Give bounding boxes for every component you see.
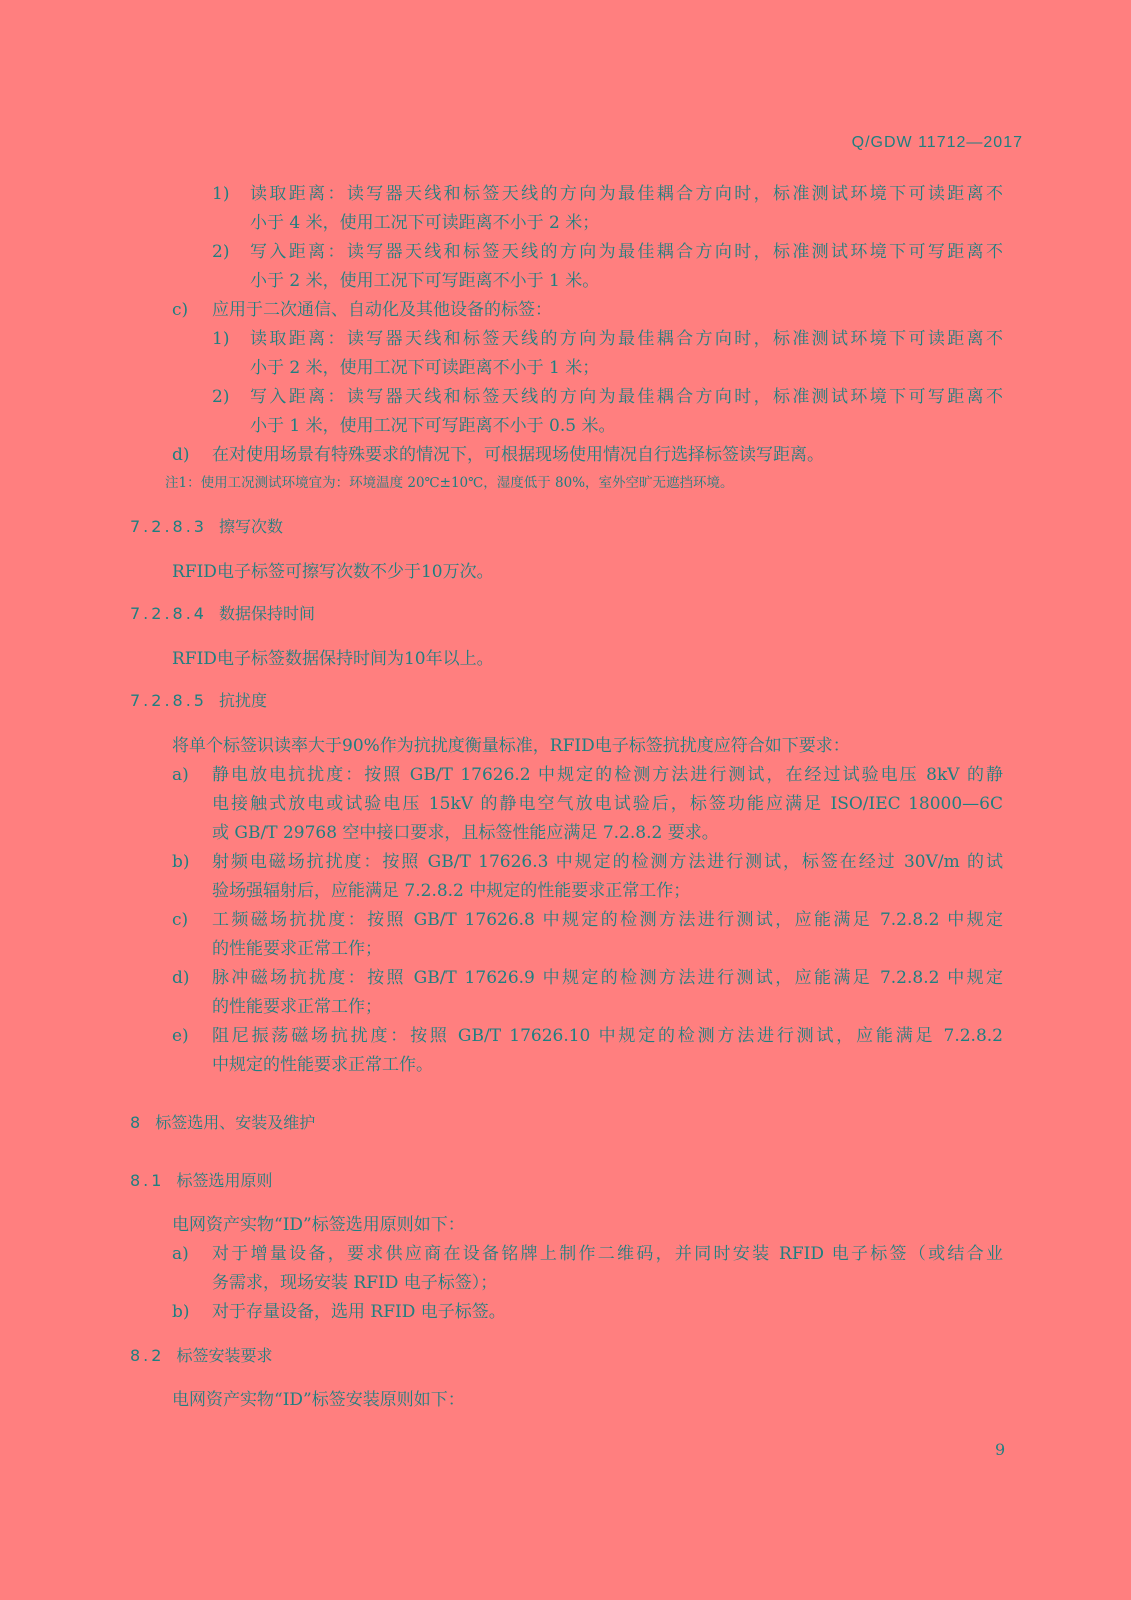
list-text: 小于 4 米，使用工况下可读距离不小于 2 米； <box>250 213 600 233</box>
list-text: 小于 1 米，使用工况下可写距离不小于 0.5 米。 <box>250 416 616 436</box>
section-number: 8.1 <box>130 1171 165 1190</box>
list-label: d) <box>172 968 190 988</box>
list-text: 电接触式放电或试验电压 15kV 的静电空气放电试验后，标签功能应满足 ISO/IEC 18000—6C <box>212 794 1003 814</box>
list-text: 读取距离：读写器天线和标签天线的方向为最佳耦合方向时，标准测试环境下可读距离不 <box>250 184 1003 204</box>
page-number: 9 <box>995 1440 1006 1459</box>
list-text: 工频磁场抗扰度：按照 GB/T 17626.8 中规定的检测方法进行测试，应能满足 7.2.8.2 中规定 <box>212 910 1003 930</box>
paragraph: 将单个标签识读率大于90%作为抗扰度衡量标准，RFID电子标签抗扰度应符合如下要求： <box>172 736 850 756</box>
list-text: 小于 2 米，使用工况下可写距离不小于 1 米。 <box>250 271 600 291</box>
section-heading <box>130 1170 272 1192</box>
list-label: d) <box>172 445 190 465</box>
list-label: b) <box>172 852 190 872</box>
list-label: a) <box>172 1244 189 1264</box>
list-text: 对于存量设备，选用 RFID 电子标签。 <box>212 1302 506 1322</box>
list-text: 在对使用场景有特殊要求的情况下，可根据现场使用情况自行选择标签读写距离。 <box>212 445 824 465</box>
list-label: c) <box>172 300 189 320</box>
section-title: 标签安装要求 <box>176 1346 273 1365</box>
note-text: 注1：使用工况测试环境宜为：环境温度 20℃±10℃，湿度低于 80%，室外空旷无遮挡环境。 <box>165 475 734 491</box>
section-title: 抗扰度 <box>218 691 267 710</box>
list-label: 2) <box>212 387 230 407</box>
list-label: b) <box>172 1302 190 1322</box>
list-text: 对于增量设备，要求供应商在设备铭牌上制作二维码，并同时安装 RFID 电子标签（或结合业 <box>212 1244 1003 1264</box>
list-text: 静电放电抗扰度：按照 GB/T 17626.2 中规定的检测方法进行测试，在经过试验电压 8kV 的静 <box>212 765 1003 785</box>
section-number: 7.2.8.5 <box>130 691 207 710</box>
paragraph: 电网资产实物“ID”标签安装原则如下： <box>172 1390 465 1410</box>
list-text: 射频电磁场抗扰度：按照 GB/T 17626.3 中规定的检测方法进行测试，标签在经过 30V/m 的试 <box>212 852 1003 872</box>
section-title: 数据保持时间 <box>218 604 315 623</box>
section-heading <box>130 1345 272 1367</box>
list-text: 的性能要求正常工作； <box>212 997 382 1017</box>
section-title: 标签选用、安装及维护 <box>155 1113 316 1132</box>
list-text: 脉冲磁场抗扰度：按照 GB/T 17626.9 中规定的检测方法进行测试，应能满足 7.2.8.2 中规定 <box>212 968 1003 988</box>
section-title: 标签选用原则 <box>176 1171 273 1190</box>
list-text: 写入距离：读写器天线和标签天线的方向为最佳耦合方向时，标准测试环境下可写距离不 <box>250 387 1003 407</box>
list-text: 务需求，现场安装 RFID 电子标签）； <box>212 1273 498 1293</box>
paragraph: 电网资产实物“ID”标签选用原则如下： <box>172 1215 465 1235</box>
section-title: 擦写次数 <box>218 517 283 536</box>
document-code-header: Q/GDW 11712—2017 <box>851 134 1023 151</box>
list-text: 读取距离：读写器天线和标签天线的方向为最佳耦合方向时，标准测试环境下可读距离不 <box>250 329 1003 349</box>
section-heading <box>130 603 315 625</box>
paragraph: RFID电子标签可擦写次数不少于10万次。 <box>172 562 494 582</box>
list-text: 小于 2 米，使用工况下可读距离不小于 1 米； <box>250 358 600 378</box>
section-number: 7.2.8.4 <box>130 604 207 623</box>
list-text: 验场强辐射后，应能满足 7.2.8.2 中规定的性能要求正常工作； <box>212 881 691 901</box>
list-text: 阻尼振荡磁场抗扰度：按照 GB/T 17626.10 中规定的检测方法进行测试，应能满足 7.2.8.2 <box>212 1026 1003 1046</box>
paragraph: RFID电子标签数据保持时间为10年以上。 <box>172 649 494 669</box>
list-text: 或 GB/T 29768 空中接口要求，且标签性能应满足 7.2.8.2 要求。 <box>212 823 719 843</box>
list-text: 的性能要求正常工作； <box>212 939 382 959</box>
list-label: 1) <box>212 184 230 204</box>
list-label: e) <box>172 1026 189 1046</box>
section-heading <box>130 690 267 712</box>
section-heading <box>130 516 283 538</box>
list-text: 应用于二次通信、自动化及其他设备的标签： <box>212 300 552 320</box>
list-text: 中规定的性能要求正常工作。 <box>212 1055 433 1075</box>
section-number: 8.2 <box>130 1346 165 1365</box>
section-number: 7.2.8.3 <box>130 517 207 536</box>
list-label: c) <box>172 910 189 930</box>
section-heading <box>130 1112 315 1134</box>
list-label: a) <box>172 765 189 785</box>
section-number: 8 <box>130 1113 144 1132</box>
list-label: 2) <box>212 242 230 262</box>
list-label: 1) <box>212 329 230 349</box>
list-text: 写入距离：读写器天线和标签天线的方向为最佳耦合方向时，标准测试环境下可写距离不 <box>250 242 1003 262</box>
